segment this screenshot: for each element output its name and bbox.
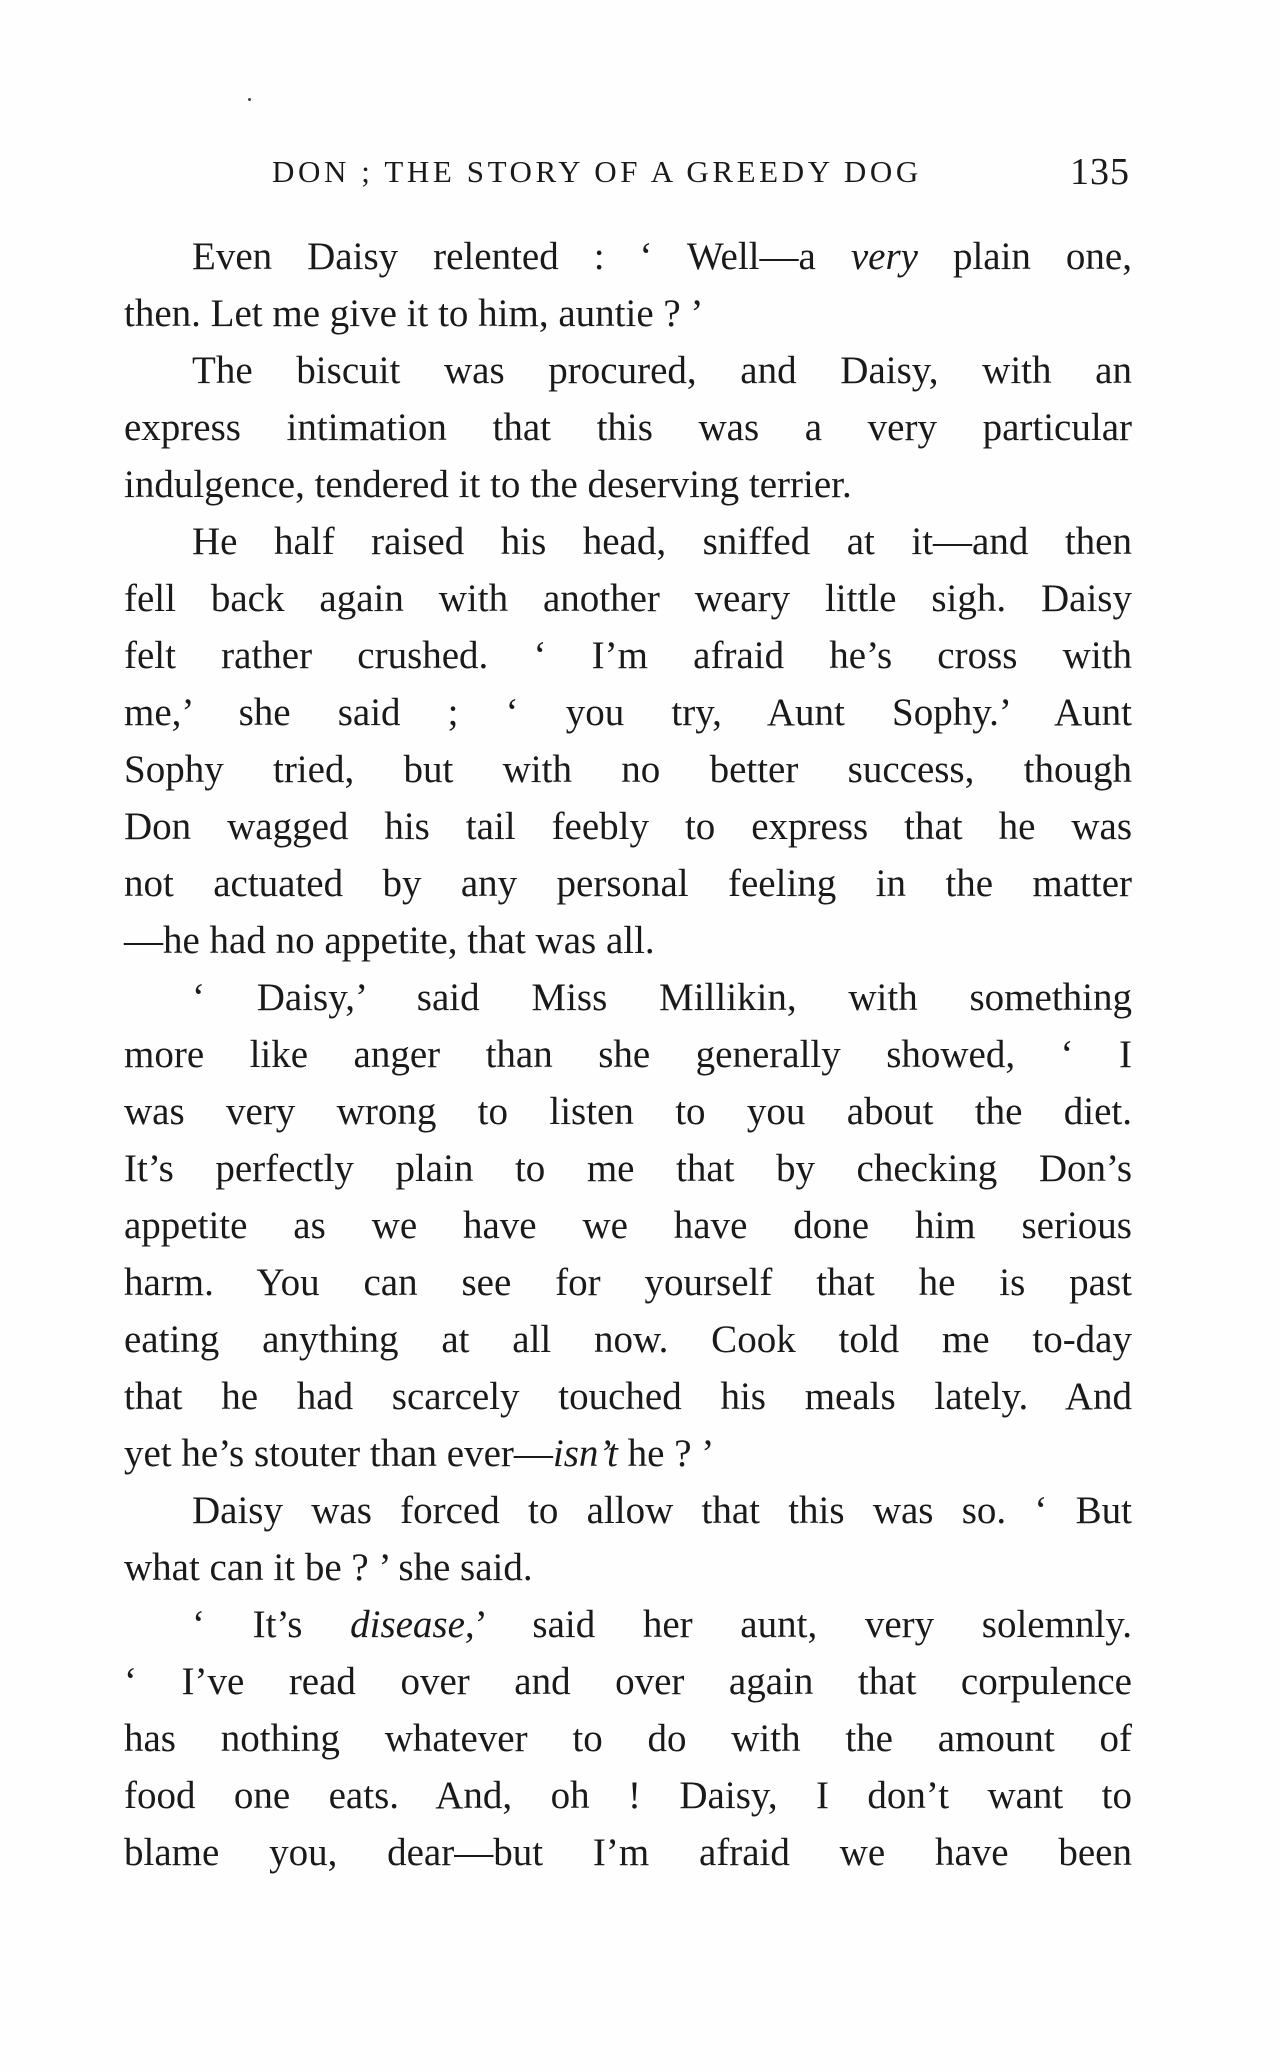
text-run: fell back again with another weary little sigh. Daisy xyxy=(124,577,1132,620)
text-line xyxy=(124,1824,1132,1881)
text-run: was very wrong to listen to you about the diet. xyxy=(124,1090,1132,1133)
italic-run: isn’t xyxy=(552,1432,618,1475)
paragraph xyxy=(124,228,1132,342)
text-run: He half raised his head, sniffed at it—and then xyxy=(192,520,1132,563)
text-run: ‘ It’s xyxy=(192,1603,351,1646)
text-run: —he had no appetite, that was all. xyxy=(124,919,655,962)
text-line xyxy=(124,285,1132,342)
paragraph xyxy=(124,1482,1132,1596)
paragraph xyxy=(124,969,1132,1482)
text-run: yet he’s stouter than ever— xyxy=(124,1432,553,1475)
text-line xyxy=(124,570,1132,627)
text-run: blame you, dear—but I’m afraid we have been xyxy=(124,1831,1132,1874)
text-run: eating anything at all now. Cook told me to-day xyxy=(124,1318,1132,1361)
text-line xyxy=(124,1596,1132,1653)
running-title: DON ; THE STORY OF A GREEDY DOG xyxy=(272,154,922,189)
text-run: ‘ Daisy,’ said Miss Millikin, with something xyxy=(192,976,1132,1019)
text-line xyxy=(124,1539,1132,1596)
text-line xyxy=(124,513,1132,570)
text-line xyxy=(124,684,1132,741)
text-line xyxy=(124,912,1132,969)
text-line xyxy=(124,456,1132,513)
text-line xyxy=(124,1140,1132,1197)
text-run: me,’ she said ; ‘ you try, Aunt Sophy.’ Aunt xyxy=(124,691,1132,734)
page-header xyxy=(120,150,1130,198)
text-run: The biscuit was procured, and Daisy, with an xyxy=(192,349,1132,392)
paragraph xyxy=(124,1596,1132,1881)
text-run: Don wagged his tail feebly to express that he was xyxy=(124,805,1132,848)
text-line xyxy=(124,1311,1132,1368)
page-number: 135 xyxy=(1070,151,1130,193)
text-line xyxy=(124,399,1132,456)
text-run: he ? ’ xyxy=(617,1432,715,1475)
italic-run: disease, xyxy=(350,1603,475,1646)
text-run: plain one, xyxy=(917,235,1132,278)
paragraph xyxy=(124,513,1132,969)
text-run: has nothing whatever to do with the amount of xyxy=(124,1717,1132,1760)
text-line xyxy=(124,741,1132,798)
text-run: Even Daisy relented : ‘ Well—a xyxy=(192,235,851,278)
text-line xyxy=(124,1653,1132,1710)
text-run: food one eats. And, oh ! Daisy, I don’t want to xyxy=(124,1774,1132,1817)
body-text xyxy=(124,228,1132,1881)
text-line xyxy=(124,1254,1132,1311)
text-run: ’ said her aunt, very solemnly. xyxy=(474,1603,1132,1646)
text-run: It’s perfectly plain to me that by checking Don’s xyxy=(124,1147,1132,1190)
text-run: what can it be ? ’ she said. xyxy=(124,1546,533,1589)
text-line xyxy=(124,627,1132,684)
text-run: more like anger than she generally showed, ‘ I xyxy=(124,1033,1132,1076)
text-line xyxy=(124,1710,1132,1767)
text-line xyxy=(124,1026,1132,1083)
text-run: indulgence, tendered it to the deserving terrier. xyxy=(124,463,852,506)
text-run: appetite as we have we have done him serious xyxy=(124,1204,1132,1247)
text-line xyxy=(124,1197,1132,1254)
text-run: then. Let me give it to him, auntie ? ’ xyxy=(124,292,704,335)
text-run: express intimation that this was a very particular xyxy=(124,406,1132,449)
text-line xyxy=(124,342,1132,399)
text-line xyxy=(124,969,1132,1026)
text-run: that he had scarcely touched his meals lately. And xyxy=(124,1375,1132,1418)
paragraph xyxy=(124,342,1132,513)
text-run: ‘ I’ve read over and over again that corpulence xyxy=(124,1660,1132,1703)
text-line xyxy=(124,1083,1132,1140)
text-line xyxy=(124,1368,1132,1425)
text-line xyxy=(124,228,1132,285)
print-speck xyxy=(248,98,251,101)
text-run: felt rather crushed. ‘ I’m afraid he’s cross with xyxy=(124,634,1132,677)
text-line xyxy=(124,1482,1132,1539)
text-run: not actuated by any personal feeling in the matter xyxy=(124,862,1132,905)
text-run: harm. You can see for yourself that he is past xyxy=(124,1261,1132,1304)
text-line xyxy=(124,1767,1132,1824)
text-line xyxy=(124,855,1132,912)
text-line xyxy=(124,798,1132,855)
text-run: Daisy was forced to allow that this was so. ‘ But xyxy=(192,1489,1132,1532)
text-run: Sophy tried, but with no better success, though xyxy=(124,748,1132,791)
text-line xyxy=(124,1425,1132,1482)
italic-run: very xyxy=(850,235,918,278)
